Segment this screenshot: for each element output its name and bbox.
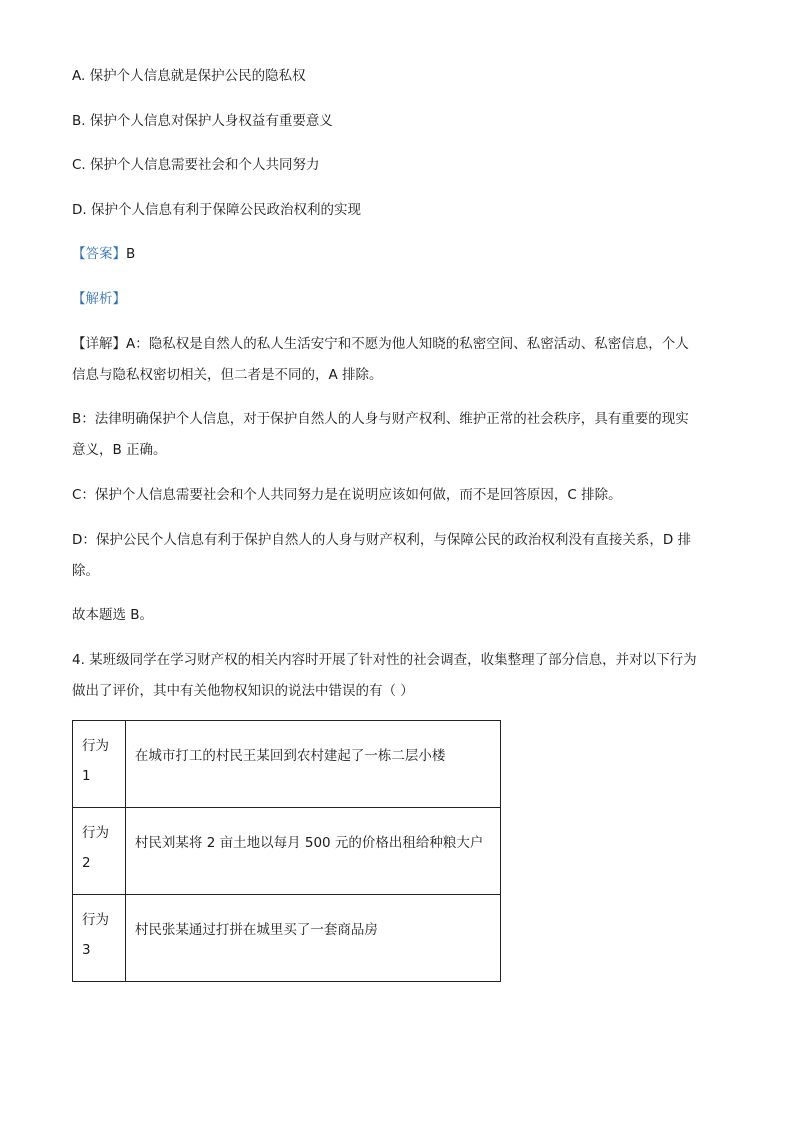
table-row <box>73 721 501 808</box>
row-label-number: 1 <box>82 768 91 784</box>
detail-tag: 【详解】 <box>72 336 126 352</box>
behavior-table <box>72 720 501 982</box>
option-c: C. 保护个人信息需要社会和个人共同努力 <box>72 157 320 173</box>
table-row <box>73 808 501 895</box>
detail-a-line2: 信息与隐私权密切相关，但二者是不同的，A 排除。 <box>72 367 383 383</box>
detail-b-line1: B：法律明确保护个人信息，对于保护自然人的人身与财产权利、维护正常的社会秩序，具有重要的现实 <box>72 411 689 427</box>
row-desc-cell <box>125 808 500 895</box>
row-desc-text: 村民刘某将 2 亩土地以每月 500 元的价格出租给种粮大户 <box>134 835 484 851</box>
row-label-cell <box>73 721 126 808</box>
row-label-cell <box>73 895 126 982</box>
row-label-cell <box>73 808 126 895</box>
row-label-text: 行为 <box>82 738 109 754</box>
answer-line <box>72 244 135 264</box>
option-d: D. 保护个人信息有利于保障公民政治权利的实现 <box>72 202 361 218</box>
row-label-number: 2 <box>82 855 91 871</box>
analysis-heading <box>72 289 126 309</box>
detail-b-line2: 意义，B 正确。 <box>72 442 167 458</box>
answer-value: B <box>126 246 136 262</box>
detail-d-line2: 除。 <box>72 563 99 579</box>
option-b: B. 保护个人信息对保护人身权益有重要意义 <box>72 113 333 129</box>
table-row <box>73 895 501 982</box>
detail-c-line1: C：保护个人信息需要社会和个人共同努力是在说明应该如何做，而不是回答原因，C 排除。 <box>72 487 622 503</box>
question4-line1: 4. 某班级同学在学习财产权的相关内容时开展了针对性的社会调查，收集整理了部分信息，并对以下行为 <box>72 652 697 668</box>
detail-a-text1: A：隐私权是自然人的私人生活安宁和不愿为他人知晓的私密空间、私密活动、私密信息，个人 <box>126 336 689 352</box>
option-a: A. 保护个人信息就是保护公民的隐私权 <box>72 68 306 84</box>
row-label-text: 行为 <box>82 825 109 841</box>
row-desc-text: 村民张某通过打拼在城里买了一套商品房 <box>134 922 378 938</box>
detail-a-line1 <box>72 334 689 354</box>
conclusion: 故本题选 B。 <box>72 607 154 623</box>
row-label-text: 行为 <box>82 912 109 928</box>
analysis-tag: 【解析】 <box>72 291 126 307</box>
question4-line2: 做出了评价，其中有关他物权知识的说法中错误的有（ ） <box>72 683 414 699</box>
row-desc-cell <box>125 895 500 982</box>
detail-d-line1: D：保护公民个人信息有利于保护自然人的人身与财产权利，与保障公民的政治权利没有直接关系，D 排 <box>72 532 692 548</box>
row-desc-cell <box>125 721 500 808</box>
row-desc-text: 在城市打工的村民王某回到农村建起了一栋二层小楼 <box>134 748 446 764</box>
answer-tag: 【答案】 <box>72 246 126 262</box>
row-label-number: 3 <box>82 942 91 958</box>
